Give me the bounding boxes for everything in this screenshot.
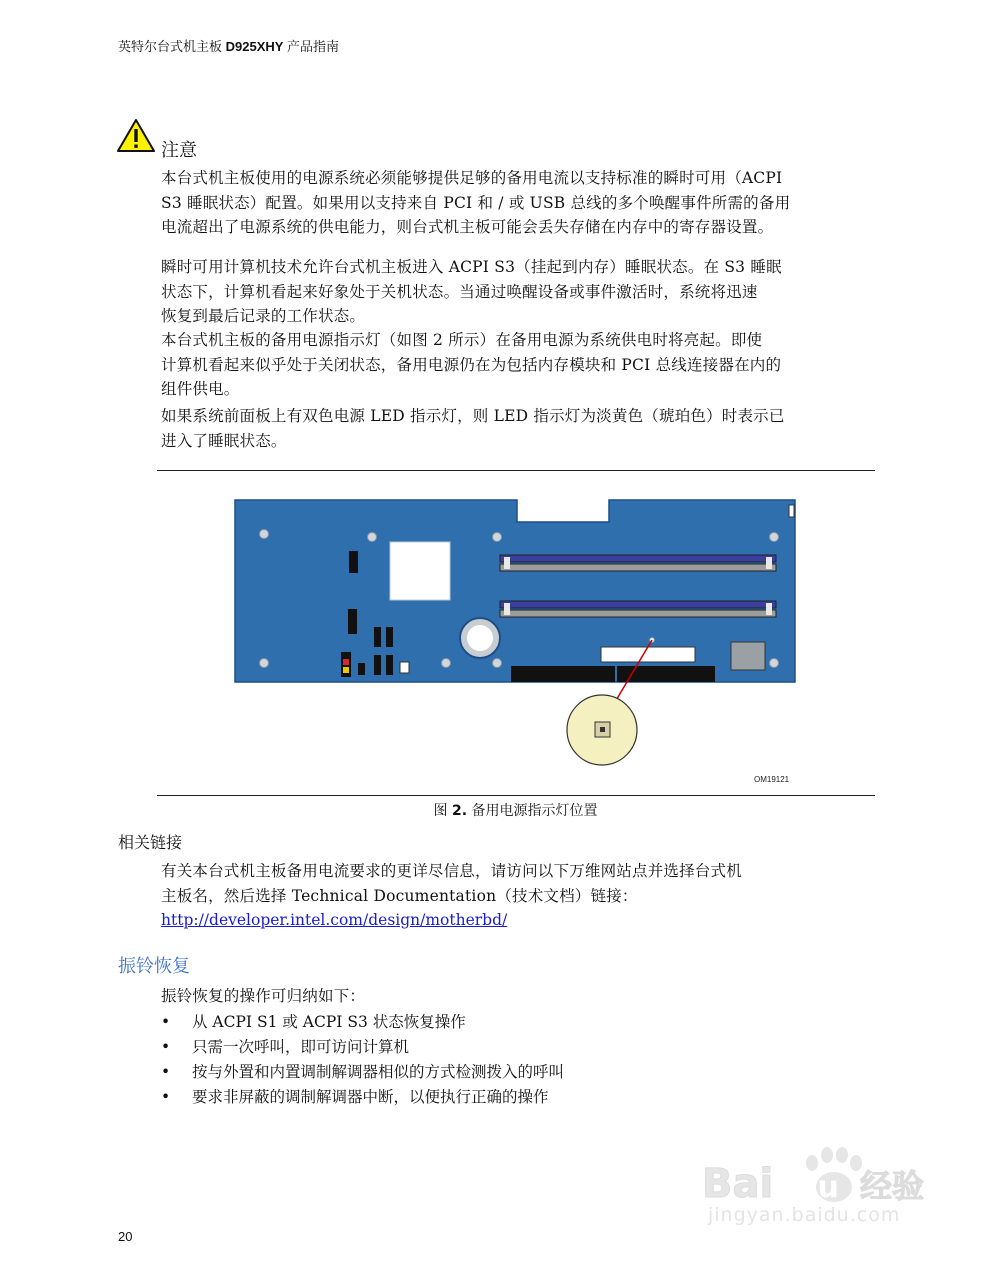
figure-caption <box>0 800 989 820</box>
mount-hole <box>368 533 377 542</box>
page-number: 20 <box>118 1229 133 1244</box>
note-title: 注意 <box>161 140 197 161</box>
note-line: S3 睡眠状态）配置。如果用以支持来自 PCI 和 / 或 USB 总线的多个唤醒事件所需的备用 <box>161 193 791 212</box>
mount-hole <box>770 533 779 542</box>
paragraph-line: 进入了睡眠状态。 <box>161 431 287 450</box>
caption-text: 备用电源指示灯位置 <box>467 803 598 819</box>
connector <box>349 551 358 573</box>
warning-icon <box>116 118 156 154</box>
note-line: 本台式机主板使用的电源系统必须能够提供足够的备用电流以支持标准的瞬时可用（ACPI <box>161 169 783 187</box>
watermark-url: jingyan.baidu.com <box>708 1204 901 1226</box>
paragraph-line: 组件供电。 <box>161 380 240 398</box>
cpu-socket <box>390 542 450 600</box>
svg-text:Bai: Bai <box>702 1161 774 1207</box>
mount-hole <box>770 659 779 668</box>
paragraph-line: 有关本台式机主板备用电流要求的更详尽信息，请访问以下万维网站点并选择台式机 <box>161 862 742 880</box>
corner-marker <box>789 505 794 517</box>
list-item: • 按与外置和内置调制解调器相似的方式检测拨入的呼叫 <box>161 1060 564 1085</box>
connector <box>348 609 357 634</box>
body-paragraph-3 <box>161 404 871 453</box>
ring-bullet-list <box>161 1010 564 1110</box>
svg-text:经验: 经验 <box>860 1167 925 1205</box>
motherboard-diagram <box>234 497 796 789</box>
header-prefix: 英特尔台式机主板 <box>118 39 226 54</box>
ring-intro: 振铃恢复的操作可归纳如下： <box>161 987 366 1005</box>
body-paragraph-2 <box>161 328 871 402</box>
header-model: D925XHY <box>225 39 284 54</box>
mount-hole <box>442 659 451 668</box>
figure-label: OM19121 <box>754 775 790 784</box>
chipset <box>731 642 765 670</box>
figure-bottom-rule <box>157 795 875 796</box>
related-paragraph <box>161 859 871 908</box>
mount-hole <box>260 530 269 539</box>
header-suffix: 产品指南 <box>283 39 340 54</box>
connector <box>386 627 393 647</box>
note-paragraph <box>161 166 871 240</box>
running-header <box>118 36 339 55</box>
connector <box>386 655 393 675</box>
list-item: • 从 ACPI S1 或 ACPI S3 状态恢复操作 <box>161 1010 564 1035</box>
paragraph-line: 瞬时可用计算机技术允许台式机主板进入 ACPI S3（挂起到内存）睡眠状态。在 S3 睡眠 <box>161 258 782 276</box>
board-outline <box>235 500 795 682</box>
caption-number: 2. <box>451 803 468 819</box>
svg-text:du: du <box>796 1170 839 1205</box>
paragraph-line: 恢复到最后记录的工作状态。 <box>161 307 366 325</box>
connector <box>358 663 365 675</box>
paragraph-line: 主板名，然后选择 Technical Documentation（技术文档）链接： <box>161 886 638 905</box>
jumper <box>400 662 409 673</box>
paragraph-line: 如果系统前面板上有双色电源 LED 指示灯，则 LED 指示灯为淡黄色（琥珀色）时表示已 <box>161 407 785 425</box>
paragraph-line: 本台式机主板的备用电源指示灯（如图 2 所示）在备用电源为系统供电时将亮起。即使 <box>161 331 763 349</box>
mount-hole <box>493 659 502 668</box>
figure-top-rule <box>157 470 875 471</box>
pci-slot <box>511 666 615 682</box>
list-item: • 只需一次呼叫，即可访问计算机 <box>161 1035 564 1060</box>
body-paragraph-1 <box>161 255 871 329</box>
connector <box>374 627 381 647</box>
mount-hole <box>260 659 269 668</box>
caption-prefix: 图 <box>433 803 452 819</box>
list-item: • 要求非屏蔽的调制解调器中断，以便执行正确的操作 <box>161 1085 564 1110</box>
motherboard-link[interactable]: http://developer.intel.com/design/motherbd/ <box>161 911 508 929</box>
paragraph-line: 状态下，计算机看起来好象处于关机状态。当通过唤醒设备或事件激活时，系统将迅速 <box>161 282 758 301</box>
related-links-heading: 相关链接 <box>118 833 183 852</box>
pci-slot-header <box>601 647 695 662</box>
connector <box>374 655 381 675</box>
note-line: 电流超出了电源系统的供电能力，则台式机主板可能会丢失存储在内存中的寄存器设置。 <box>161 218 774 236</box>
ring-recovery-heading: 振铃恢复 <box>118 956 190 977</box>
mount-hole <box>493 533 502 542</box>
watermark-logo <box>700 1133 940 1243</box>
paragraph-line: 计算机看起来似乎处于关闭状态，备用电源仍在为包括内存模块和 PCI 总线连接器在内的 <box>161 355 782 374</box>
